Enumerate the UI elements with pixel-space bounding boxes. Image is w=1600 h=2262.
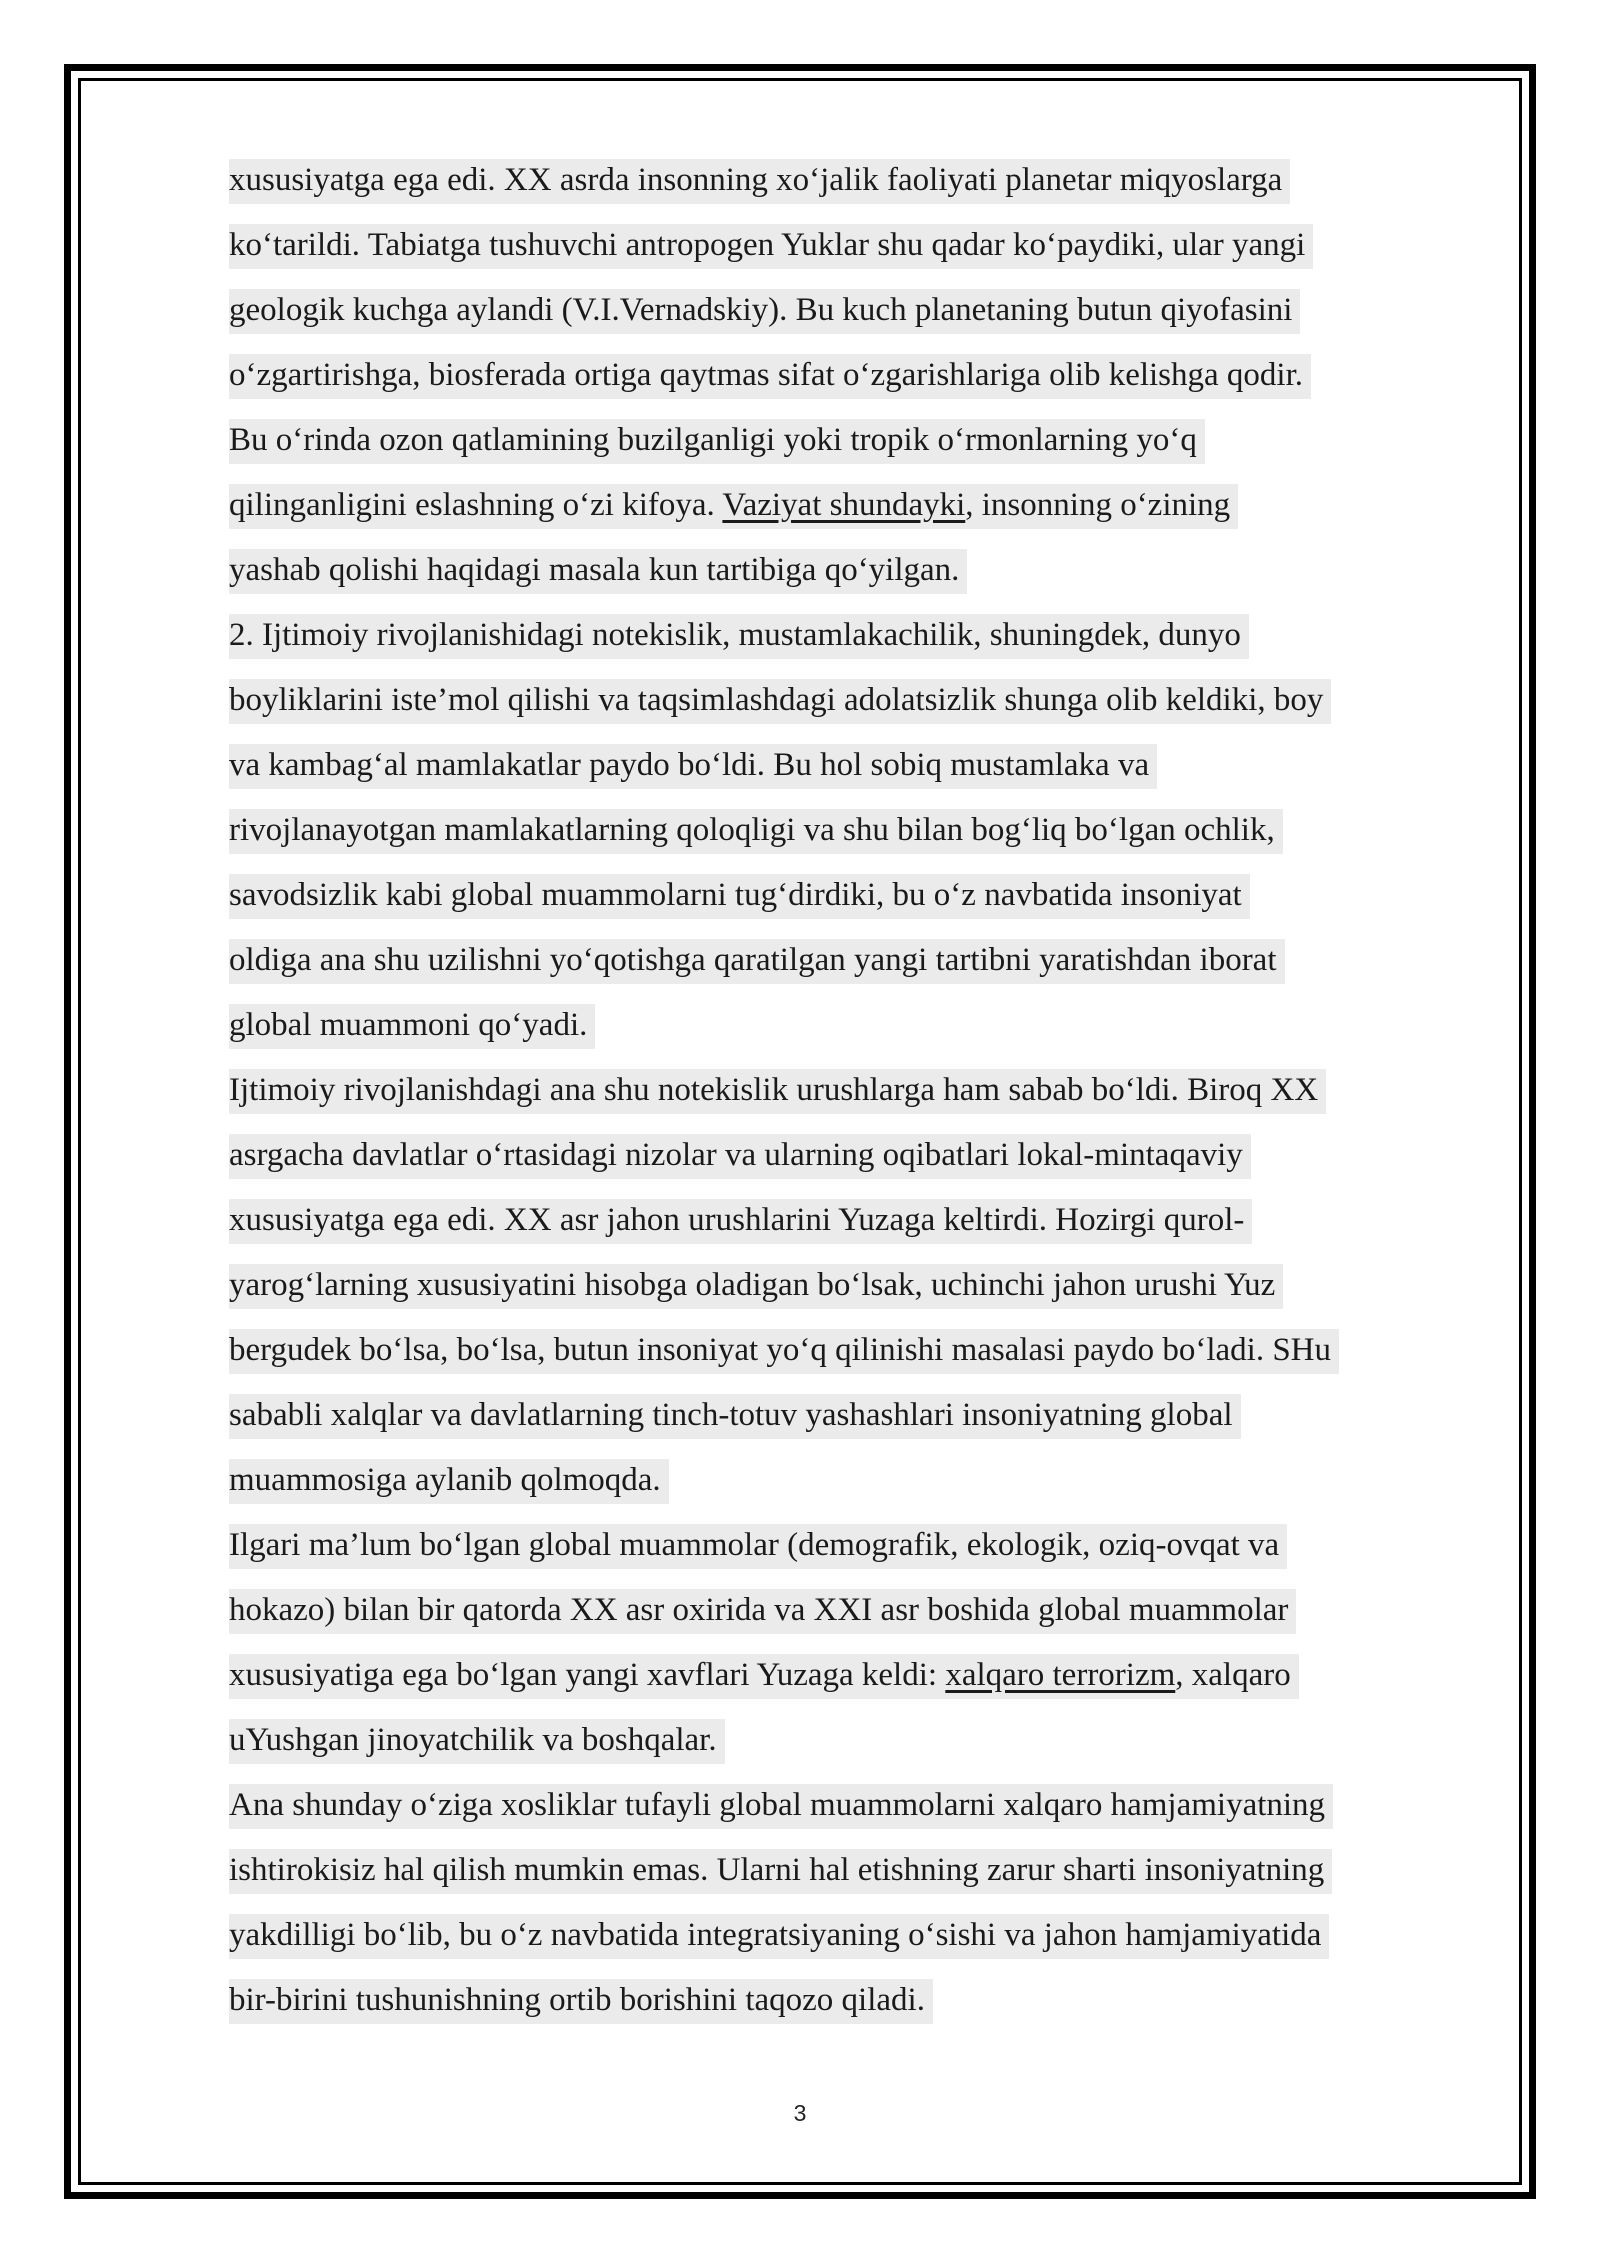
text-line — [229, 408, 1529, 473]
text-line — [229, 1188, 1529, 1253]
text-run: asrgacha davlatlar o‘rtasidagi nizolar va ularning oqibatlari lokal-mintaqaviy — [229, 1134, 1251, 1179]
text-line — [229, 798, 1529, 863]
text-line — [229, 343, 1529, 408]
text-run: yakdilligi bo‘lib, bu o‘z navbatida integratsiyaning o‘sishi va jahon hamjamiyatida — [229, 1914, 1329, 1959]
hyperlink-xalqaro-terrorizm[interactable]: xalqaro terrorizm — [945, 1657, 1176, 1693]
text-run: muammosiga aylanib qolmoqda. — [229, 1459, 669, 1504]
text-run: xususiyatga ega edi. XX asr jahon urushlarini Yuzaga keltirdi. Hozirgi qurol- — [229, 1199, 1252, 1244]
text-run: yashab qolishi haqidagi masala kun tartibiga qo‘yilgan. — [229, 549, 967, 594]
text-line — [229, 993, 1529, 1058]
text-run: Ilgari ma’lum bo‘lgan global muammolar (demografik, ekologik, oziq-ovqat va — [229, 1524, 1287, 1569]
text-run: hokazo) bilan bir qatorda XX asr oxirida va XXI asr boshida global muammolar — [229, 1589, 1296, 1634]
text-line — [229, 278, 1529, 343]
text-run: yarog‘larning xususiyatini hisobga oladigan bo‘lsak, uchinchi jahon urushi Yuz — [229, 1264, 1283, 1309]
text-line — [229, 1773, 1529, 1838]
text-run: ko‘tarildi. Tabiatga tushuvchi antropogen Yuklar shu qadar ko‘paydiki, ular yangi — [229, 224, 1313, 269]
text-line — [229, 1968, 1529, 2033]
body-text — [229, 148, 1529, 2033]
text-line — [229, 1123, 1529, 1188]
text-line — [229, 1578, 1529, 1643]
text-line — [229, 668, 1529, 733]
text-run: oldiga ana shu uzilishni yo‘qotishga qaratilgan yangi tartibni yaratishdan iborat — [229, 939, 1285, 984]
text-run: global muammoni qo‘yadi. — [229, 1004, 595, 1049]
text-run: va kambag‘al mamlakatlar paydo bo‘ldi. Bu hol sobiq mustamlaka va — [229, 744, 1157, 789]
text-run: bergudek bo‘lsa, bo‘lsa, butun insoniyat yo‘q qilinishi masalasi paydo bo‘ladi. SHu — [229, 1329, 1339, 1374]
text-run: savodsizlik kabi global muammolarni tug‘dirdiki, bu o‘z navbatida insoniyat — [229, 874, 1250, 919]
text-line — [229, 928, 1529, 993]
hyperlink-vaziyat-shundayki[interactable]: Vaziyat shundayki — [722, 487, 966, 523]
text-line — [229, 1903, 1529, 1968]
text-run: , xalqaro — [1175, 1657, 1291, 1693]
text-line — [229, 1643, 1529, 1708]
text-run: xususiyatga ega edi. XX asrda insonning xo‘jalik faoliyati planetar miqyoslarga — [229, 159, 1290, 204]
text-line — [229, 538, 1529, 603]
text-run: 2. Ijtimoiy rivojlanishidagi notekislik, mustamlakachilik, shuningdek, dunyo — [229, 614, 1249, 659]
text-line — [229, 1318, 1529, 1383]
text-line — [229, 1708, 1529, 1773]
text-run: Bu o‘rinda ozon qatlamining buzilganligi yoki tropik o‘rmonlarning yo‘q — [229, 419, 1205, 464]
text-run: qilinganligini eslashning o‘zi kifoya. — [229, 487, 723, 523]
text-run: geologik kuchga aylandi (V.I.Vernadskiy). Bu kuch planetaning butun qiyofasini — [229, 289, 1300, 334]
text-run: o‘zgartirishga, biosferada ortiga qaytmas sifat o‘zgarishlariga olib kelishga qodir. — [229, 354, 1311, 399]
text-line — [229, 1058, 1529, 1123]
text-line — [229, 1838, 1529, 1903]
text-run: rivojlanayotgan mamlakatlarning qoloqligi va shu bilan bog‘liq bo‘lgan ochlik, — [229, 809, 1283, 854]
page-number: 3 — [793, 2100, 807, 2126]
text-line — [229, 148, 1529, 213]
text-line — [229, 863, 1529, 928]
text-line — [229, 603, 1529, 668]
text-line — [229, 473, 1529, 538]
text-run: xususiyatiga ega bo‘lgan yangi xavflari Yuzaga keldi: — [229, 1657, 946, 1693]
text-line — [229, 1383, 1529, 1448]
text-run: boyliklarini iste’mol qilishi va taqsimlashdagi adolatsizlik shunga olib keldiki, boy — [229, 679, 1331, 724]
text-run: ishtirokisiz hal qilish mumkin emas. Ularni hal etishning zarur sharti insoniyatning — [229, 1849, 1332, 1894]
text-line — [229, 1513, 1529, 1578]
text-line — [229, 213, 1529, 278]
text-line — [229, 733, 1529, 798]
text-run: , insonning o‘zining — [965, 487, 1231, 523]
text-run: sababli xalqlar va davlatlarning tinch-totuv yashashlari insoniyatning global — [229, 1394, 1241, 1439]
text-run: Ana shunday o‘ziga xosliklar tufayli global muammolarni xalqaro hamjamiyatning — [229, 1784, 1333, 1829]
text-run: uYushgan jinoyatchilik va boshqalar. — [229, 1719, 725, 1764]
text-run: Ijtimoiy rivojlanishdagi ana shu notekislik urushlarga ham sabab bo‘ldi. Biroq XX — [229, 1069, 1326, 1114]
text-line — [229, 1448, 1529, 1513]
text-run: bir-birini tushunishning ortib borishini taqozo qiladi. — [229, 1979, 933, 2024]
text-line — [229, 1253, 1529, 1318]
